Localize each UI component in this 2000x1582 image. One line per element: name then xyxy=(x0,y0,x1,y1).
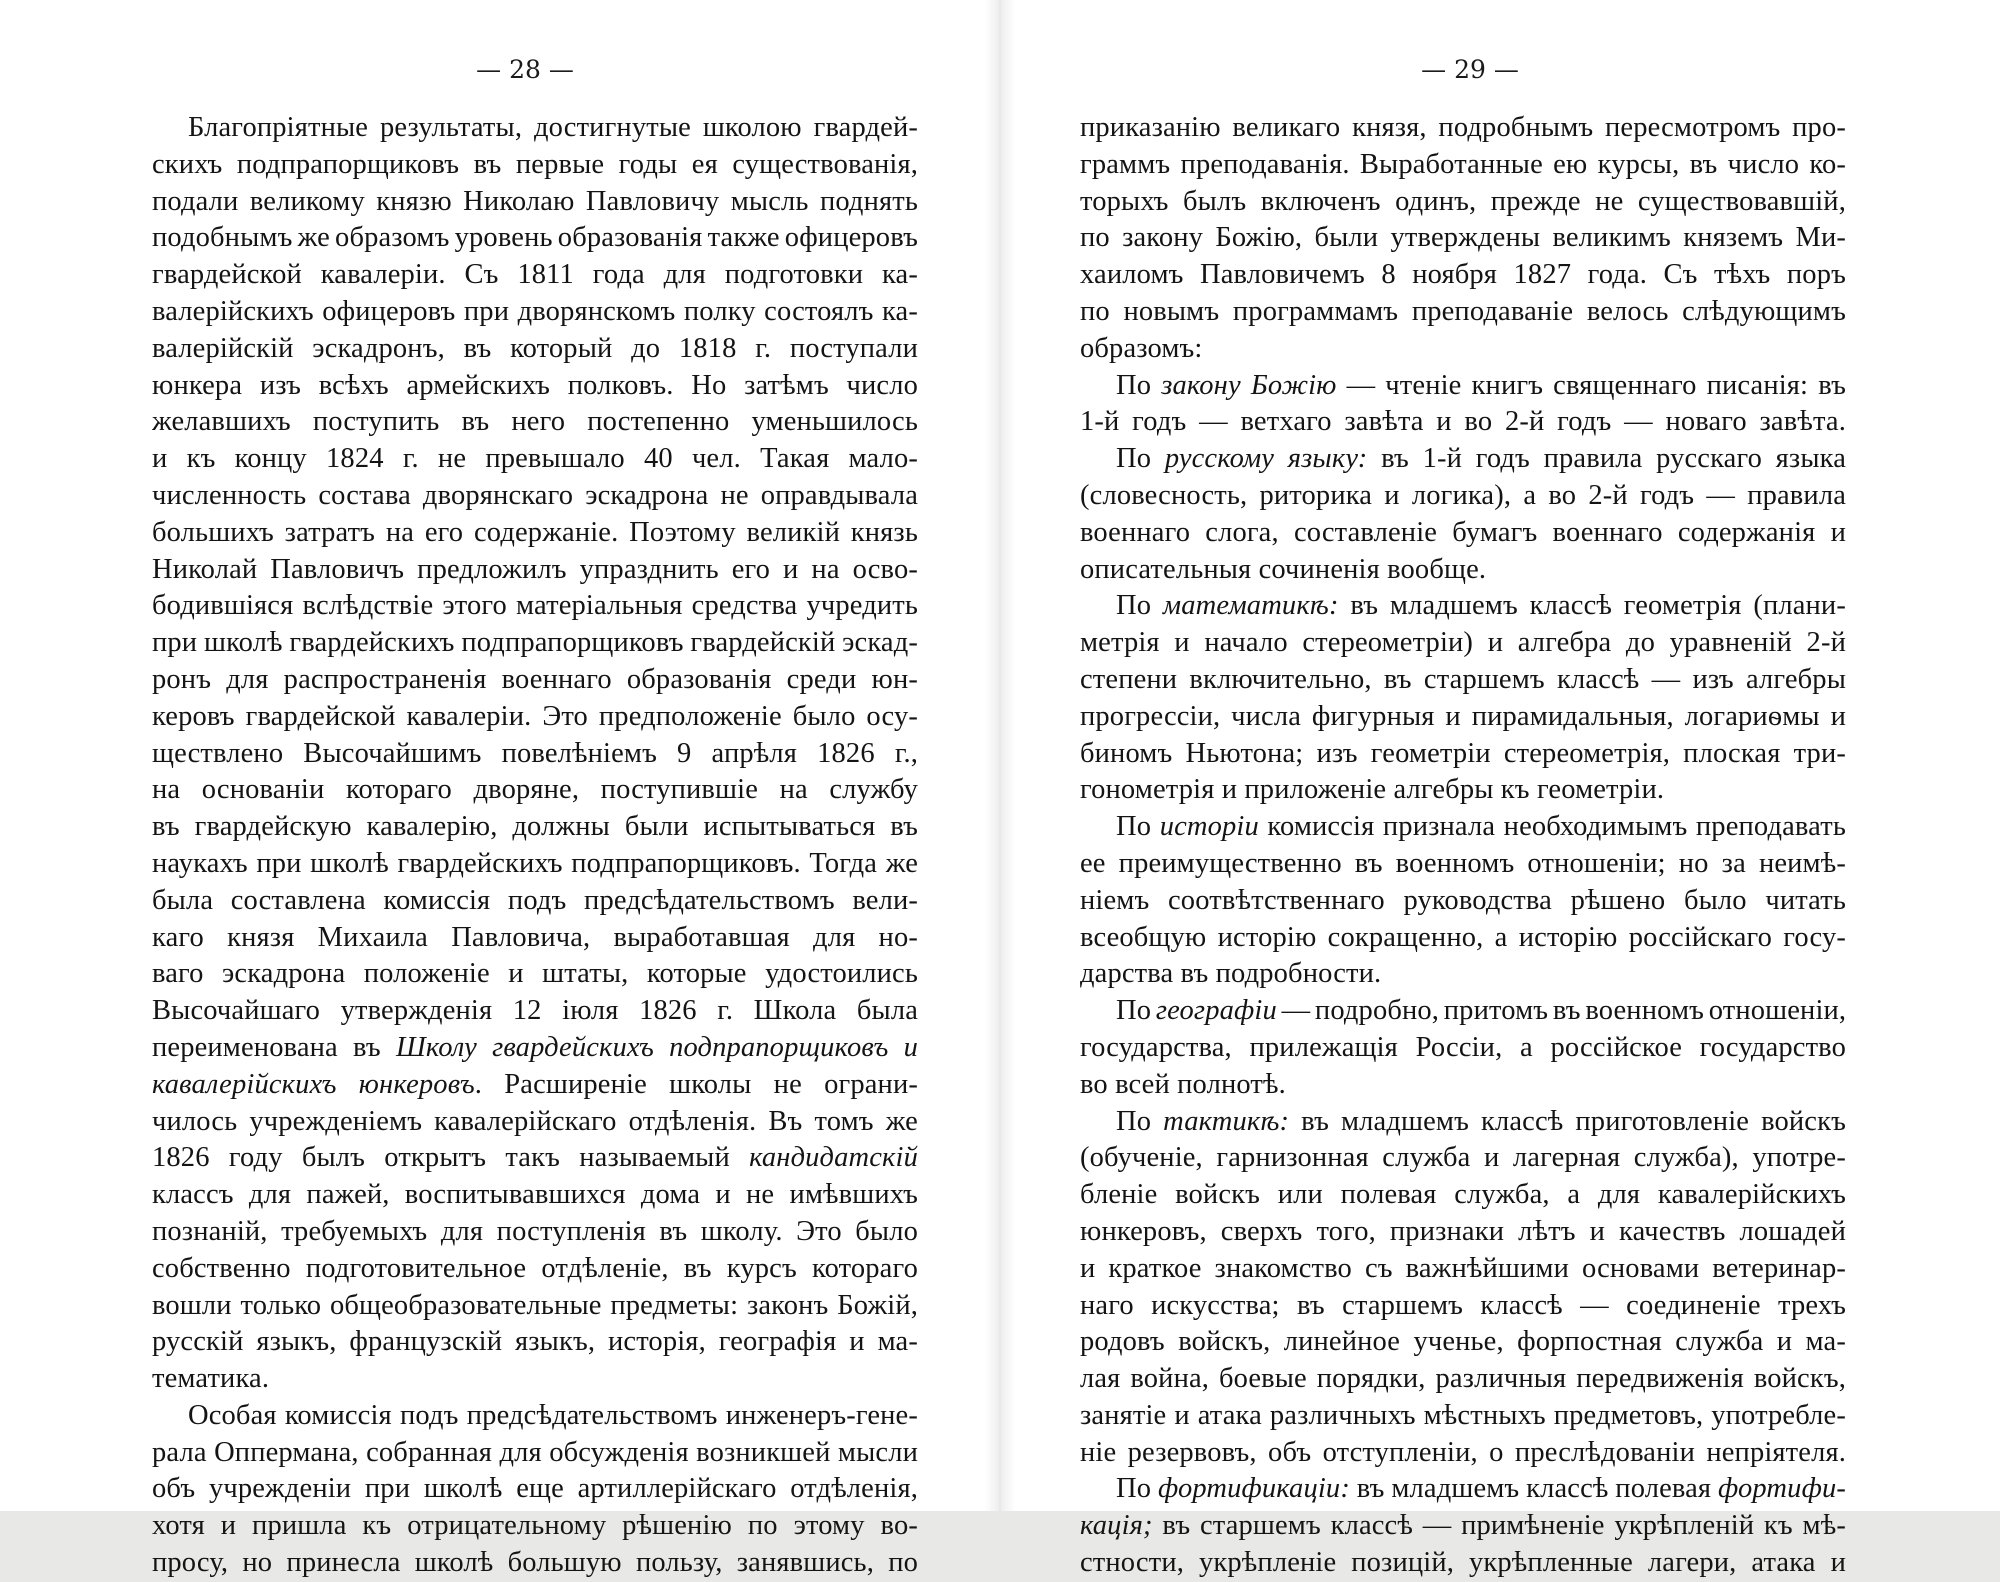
text-line: въ гвардейскую кавалерію, должны были испытываться въ xyxy=(152,811,918,843)
text-line: гонометрія и приложеніе алгебры къ геометріи. xyxy=(1080,774,1665,806)
text-run: По xyxy=(1116,1473,1158,1505)
text-line: занятіе и атака различныхъ мѣстныхъ предметовъ, употребле- xyxy=(1080,1399,1846,1431)
text-line: дарства въ подробности. xyxy=(1080,958,1382,990)
text-line: просу, но принесла школѣ большую пользу, занявшись, по xyxy=(152,1547,918,1579)
text-line: родовъ войскъ, линейное ученье, форпостная служба и ма- xyxy=(1080,1326,1846,1358)
text-line: военнаго слога, составленіе бумагъ военнаго содержанія и xyxy=(1080,516,1846,548)
text-line xyxy=(1080,1104,1846,1141)
text-run: По xyxy=(1116,369,1162,401)
text-line: стности, укрѣпленіе позицій, укрѣпленные лагери, атака и xyxy=(1080,1547,1846,1579)
text-line: приказанію великаго князя, подробнымъ пересмотромъ про- xyxy=(1080,112,1846,143)
text-line: гвардейской кавалеріи. Съ 1811 года для подготовки ка- xyxy=(152,259,918,291)
text-line: (словесность, риторика и логика), а во 2-й годъ — правила xyxy=(1080,479,1846,511)
text-line: численность состава дворянскаго эскадрона не оправдывала xyxy=(152,479,918,511)
text-line: скихъ подпрапорщиковъ въ первые годы ея существованія, xyxy=(152,148,918,180)
text-line xyxy=(1080,368,1846,405)
text-run: въ старшемъ классѣ — примѣненіе укрѣпленій къ мѣ- xyxy=(1152,1510,1846,1542)
text-line: (обученіе, гарнизонная служба и лагерная служба), употре- xyxy=(1080,1142,1846,1174)
text-line: степени включительно, въ старшемъ классѣ — изъ алгебры xyxy=(1080,663,1846,695)
text-line: бленіе войскъ или полевая служба, а для кавалерійскихъ xyxy=(1080,1179,1846,1211)
text-line: лая война, боевые порядки, различныя передвиженія войскъ, xyxy=(1080,1363,1846,1395)
text-line: и краткое знакомство съ важнѣйшими основами ветеринар- xyxy=(1080,1252,1846,1284)
page-number: — 29 — xyxy=(1421,55,1519,84)
italic-subject-russian: русскому языку: xyxy=(1164,443,1368,475)
text-line xyxy=(152,1030,918,1067)
text-line: юнкеровъ, сверхъ того, признаки лѣтъ и качествъ лошадей xyxy=(1080,1215,1846,1247)
text-line: ніе резервовъ, объ отступленіи, о преслѣдованіи непріятеля. xyxy=(1080,1436,1846,1468)
text-line: юнкера изъ всѣхъ армейскихъ полковъ. Но затѣмъ число xyxy=(152,369,918,401)
text-line: объ учрежденіи при школѣ еще артиллерійскаго отдѣленія, xyxy=(152,1473,918,1505)
text-run: въ младшемъ классѣ приготовленіе войскъ xyxy=(1289,1105,1846,1137)
text-line: на основаніи котораго дворяне, поступившіе на службу xyxy=(152,774,918,806)
right-page xyxy=(1000,0,2000,1579)
text-run: . Расширеніе школы не ограни- xyxy=(474,1068,918,1100)
text-run: 1826 году былъ открытъ такъ называемый xyxy=(152,1142,750,1174)
text-line: собственно подготовительное отдѣленіе, въ курсъ котораго xyxy=(152,1252,918,1284)
text-line: подобнымъ же образомъ уровень образованія также офицеровъ xyxy=(152,222,918,254)
text-run: — подробно, притомъ въ военномъ отношеніи, xyxy=(1276,995,1846,1027)
text-line: каго князя Михаила Павловича, выработавшая для но- xyxy=(152,921,918,953)
text-line: описательныя сочиненія вообще. xyxy=(1080,553,1487,585)
text-line xyxy=(1080,1471,1846,1508)
text-run: По xyxy=(1116,995,1156,1027)
text-line xyxy=(1080,809,1846,846)
text-line xyxy=(1080,588,1846,625)
text-line: хаиломъ Павловичемъ 8 ноября 1827 года. Съ тѣхъ поръ xyxy=(1080,259,1846,291)
text-line: Николай Павловичъ предложилъ упразднить его и на осво- xyxy=(152,553,918,585)
text-line: во всей полнотѣ. xyxy=(1080,1068,1286,1100)
text-line: чилось учрежденіемъ кавалерійскаго отдѣленія. Въ томъ же xyxy=(152,1105,918,1137)
text-run: переименована въ xyxy=(152,1031,396,1063)
italic-candidate: кандидатскій xyxy=(749,1142,918,1174)
italic-fortification-hyphen: фортифи- xyxy=(1718,1473,1846,1505)
page-body xyxy=(152,110,918,1582)
text-line: большихъ затратъ на его содержаніе. Поэтому великій князь xyxy=(152,516,918,548)
text-line: образомъ: xyxy=(1080,332,1203,364)
text-line: наго искусства; въ старшемъ классѣ — соединеніе трехъ xyxy=(1080,1289,1846,1321)
page-body xyxy=(1080,110,1846,1582)
text-line: ществлено Высочайшимъ повелѣніемъ 9 апрѣля 1826 г., xyxy=(152,737,918,769)
text-line: по закону Божію, были утверждены великимъ княземъ Ми- xyxy=(1080,222,1846,254)
text-line: подали великому князю Николаю Павловичу мысль поднять xyxy=(152,185,918,217)
text-line xyxy=(1080,993,1846,1030)
text-line: желавшихъ поступить въ него постепенно уменьшилось xyxy=(152,406,918,438)
text-line: Особая комиссія подъ предсѣдательствомъ инженеръ-гене- xyxy=(188,1399,918,1431)
text-line: валерійскій эскадронъ, въ который до 1818 г. поступали xyxy=(152,332,918,364)
text-line: всеобщую исторію сокращенно, а исторію россійскаго госу- xyxy=(1080,921,1846,953)
italic-subject-history: исторіи xyxy=(1159,811,1259,843)
text-line: 1-й годъ — ветхаго завѣта и во 2-й годъ — новаго завѣта. xyxy=(1080,406,1846,438)
text-line: биномъ Ньютона; изъ геометріи стереометрія, плоская три- xyxy=(1080,737,1846,769)
text-line: ніемъ соотвѣтственнаго руководства рѣшено было читать xyxy=(1080,884,1846,916)
text-run: По xyxy=(1116,443,1165,475)
text-line: ваго эскадрона положеніе и штаты, которые удостоились xyxy=(152,958,918,990)
text-line: по новымъ программамъ преподаваніе велось слѣдующимъ xyxy=(1080,295,1846,327)
text-line: Благопріятные результаты, достигнутые школою гвардей- xyxy=(188,112,918,143)
text-run: По xyxy=(1116,811,1160,843)
text-line xyxy=(1080,1508,1846,1545)
left-page xyxy=(0,0,1000,1579)
text-line: валерійскихъ офицеровъ при дворянскомъ полку состоялъ ка- xyxy=(152,295,918,327)
italic-subject-law: закону Божію xyxy=(1161,369,1337,401)
text-run: комиссія признала необходимымъ преподавать xyxy=(1258,811,1846,843)
text-line: Высочайшаго утвержденія 12 іюля 1826 г. Школа была xyxy=(152,995,918,1027)
text-line: ее преимущественно въ военномъ отношеніи; но за неимѣ- xyxy=(1080,847,1846,879)
text-line: была составлена комиссія подъ предсѣдательствомъ вели- xyxy=(152,884,918,916)
text-run: По xyxy=(1116,1105,1164,1137)
text-line xyxy=(152,1140,918,1177)
italic-subject-geography: географіи xyxy=(1155,995,1277,1027)
text-run: — чтеніе книгъ священнаго писанія: въ xyxy=(1336,369,1846,401)
italic-subject-math: математикѣ: xyxy=(1162,590,1339,622)
text-line: при школѣ гвардейскихъ подпрапорщиковъ гвардейскій эскад- xyxy=(152,627,918,659)
text-line: классъ для пажей, воспитывавшихся дома и не имѣвшихъ xyxy=(152,1179,918,1211)
text-line: рала Оппермана, собранная для обсужденія возникшей мысли xyxy=(152,1436,918,1468)
text-line: и къ концу 1824 г. не превышало 40 чел. Такая мало- xyxy=(152,443,918,475)
text-line: познаній, требуемыхъ для поступленія въ школу. Это было xyxy=(152,1215,918,1247)
italic-cavalry-junkers: кавалерійскихъ юнкеровъ xyxy=(152,1068,475,1100)
text-line: ронъ для распространенія военнаго образованія среди юн- xyxy=(152,663,918,695)
text-line: русскій языкъ, французскій языкъ, исторія, географія и ма- xyxy=(152,1326,918,1358)
text-line: тематика. xyxy=(152,1363,270,1395)
italic-school-name: Школу гвардейскихъ подпрапорщиковъ и xyxy=(395,1031,918,1063)
text-line: торыхъ былъ включенъ одинъ, прежде не существовавшій, xyxy=(1080,185,1846,217)
text-line: метрія и начало стереометріи) и алгебра до уравненій 2-й xyxy=(1080,627,1846,659)
text-run: въ младшемъ классѣ полевая xyxy=(1349,1473,1718,1505)
text-run: въ 1-й годъ правила русскаго языка xyxy=(1367,443,1846,475)
text-line xyxy=(1080,441,1846,478)
italic-fortification-end: кація; xyxy=(1080,1510,1153,1542)
text-line: хотя и пришла къ отрицательному рѣшенію по этому во- xyxy=(152,1510,918,1542)
text-line: вошли только общеобразовательные предметы: законъ Божій, xyxy=(152,1289,918,1321)
italic-subject-tactics: тактикѣ: xyxy=(1163,1105,1290,1137)
text-line: государства, прилежащія Россіи, а россійское государство xyxy=(1080,1031,1846,1063)
text-line: наукахъ при школѣ гвардейскихъ подпрапорщиковъ. Тогда же xyxy=(152,847,918,879)
italic-subject-fortification: фортификаціи: xyxy=(1157,1473,1350,1505)
text-run: По xyxy=(1116,590,1163,622)
text-line: бодившіяся вслѣдствіе этого матеріальныя средства учредить xyxy=(152,590,918,622)
text-line xyxy=(152,1067,918,1104)
text-line: керовъ гвардейской кавалеріи. Это предположеніе было осу- xyxy=(152,700,918,732)
text-run: въ младшемъ классѣ геометрія (плани- xyxy=(1338,590,1846,622)
page-number: — 28 — xyxy=(476,55,574,84)
text-line: граммъ преподаванія. Выработанные ею курсы, въ число ко- xyxy=(1080,148,1846,180)
text-line: прогрессіи, числа фигурныя и пирамидальныя, логариѳмы и xyxy=(1080,700,1846,732)
